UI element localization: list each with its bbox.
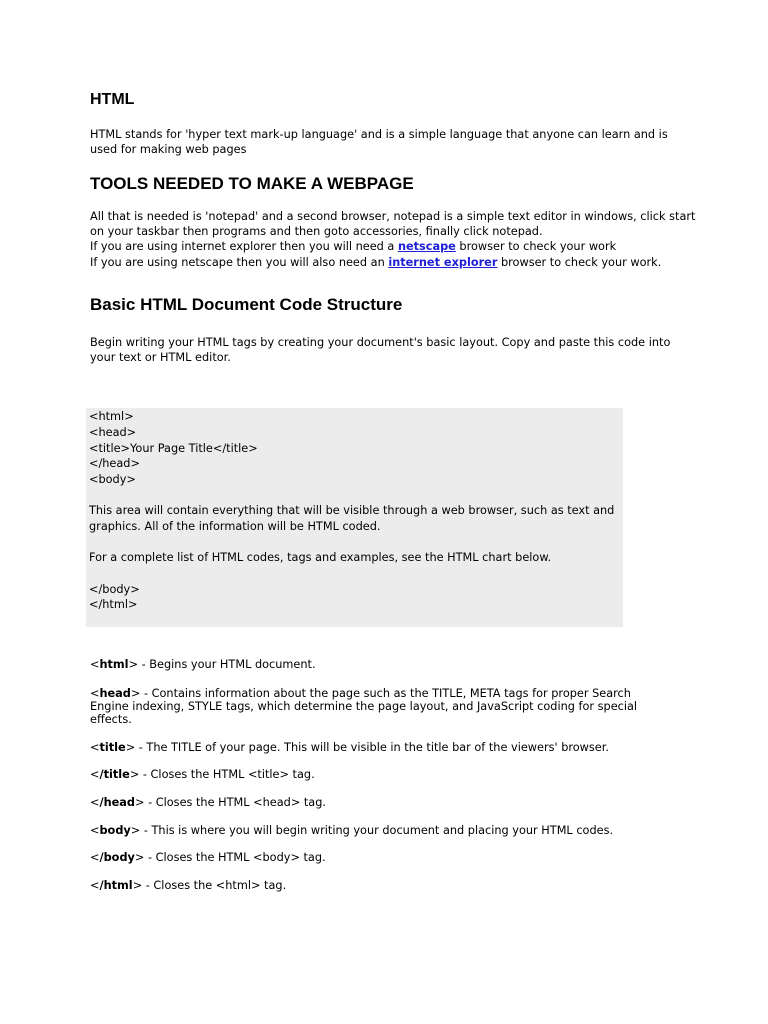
tools-line-3-before: If you are using internet explorer then you will need a <box>90 240 398 253</box>
code-sample-box <box>86 408 623 627</box>
heading-html: HTML <box>90 91 135 108</box>
code-line-body-close: </body> <box>89 583 140 596</box>
tag-item-head-desc-line-3: effects. <box>90 713 132 726</box>
tag-item-head-close: </head> - Closes the HTML <head> tag. <box>90 796 326 809</box>
tag-desc: - Closes the <html> tag. <box>142 879 287 892</box>
tools-line-4 <box>90 255 661 271</box>
tag-item-body: <body> - This is where you will begin writing your document and placing your HTML codes. <box>90 824 614 837</box>
heading-basic-structure: Basic HTML Document Code Structure <box>90 295 403 314</box>
tag-name: /body <box>99 851 135 864</box>
tools-line-1: All that is needed is 'notepad' and a second browser, notepad is a simple text editor in windows, click start <box>90 210 696 223</box>
tools-line-4-before: If you are using netscape then you will also need an <box>90 256 389 269</box>
tag-item-title-close: </title> - Closes the HTML <title> tag. <box>90 768 315 781</box>
tag-item-html-close: </html> - Closes the <html> tag. <box>90 879 287 892</box>
structure-intro-line-1: Begin writing your HTML tags by creating your document's basic layout. Copy and paste this code into <box>90 336 671 349</box>
tag-desc: - Closes the HTML <head> tag. <box>144 796 326 809</box>
tag-desc: - Closes the HTML <title> tag. <box>139 768 315 781</box>
tag-desc: - This is where you will begin writing your document and placing your HTML codes. <box>140 824 614 837</box>
code-line-head: <head> <box>89 426 137 439</box>
html-definition-line-1: HTML stands for 'hyper text mark-up language' and is a simple language that anyone can learn and is <box>90 128 668 141</box>
tools-line-3-after: browser to check your work <box>455 240 617 253</box>
code-line-body: <body> <box>89 473 136 486</box>
tag-item-html: <html> - Begins your HTML document. <box>90 658 316 671</box>
tools-line-2: on your taskbar then programs and then goto accessories, finally click notepad. <box>90 225 543 238</box>
tag-name: body <box>99 824 131 837</box>
code-area-line-1: This area will contain everything that will be visible through a web browser, such as text and <box>89 504 615 517</box>
tag-desc: - The TITLE of your page. This will be visible in the title bar of the viewers' browser. <box>135 741 609 754</box>
html-definition-line-2: used for making web pages <box>90 143 247 156</box>
tag-desc: - Contains information about the page such as the TITLE, META tags for proper Search <box>140 687 631 700</box>
tools-line-3 <box>90 239 616 255</box>
tag-desc: - Begins your HTML document. <box>138 658 316 671</box>
tag-item-head: <head> - Contains information about the page such as the TITLE, META tags for proper Search <box>90 687 631 700</box>
tools-line-4-after: browser to check your work. <box>497 256 662 269</box>
tag-name: html <box>99 658 129 671</box>
heading-tools: TOOLS NEEDED TO MAKE A WEBPAGE <box>90 174 414 193</box>
tag-name: /html <box>99 879 133 892</box>
tag-name: head <box>99 687 131 700</box>
code-complete-list-line: For a complete list of HTML codes, tags and examples, see the HTML chart below. <box>89 551 552 564</box>
netscape-link[interactable]: netscape <box>397 240 456 253</box>
code-line-html: <html> <box>89 410 134 423</box>
code-line-head-close: </head> <box>89 457 140 470</box>
tag-item-head-desc-line-2: Engine indexing, STYLE tags, which determine the page layout, and JavaScript coding for special <box>90 700 638 713</box>
internet-explorer-link[interactable]: internet explorer <box>388 256 498 269</box>
tag-name: /title <box>99 768 130 781</box>
tag-desc: - Closes the HTML <body> tag. <box>144 851 326 864</box>
code-line-title: <title>Your Page Title</title> <box>89 442 258 455</box>
tag-item-body-close: </body> - Closes the HTML <body> tag. <box>90 851 326 864</box>
structure-intro-line-2: your text or HTML editor. <box>90 351 231 364</box>
tag-name: title <box>99 741 126 754</box>
tag-item-title: <title> - The TITLE of your page. This will be visible in the title bar of the viewers' browser. <box>90 741 609 754</box>
code-line-html-close: </html> <box>89 598 138 611</box>
code-area-line-2: graphics. All of the information will be HTML coded. <box>89 520 381 533</box>
tag-name: /head <box>99 796 136 809</box>
